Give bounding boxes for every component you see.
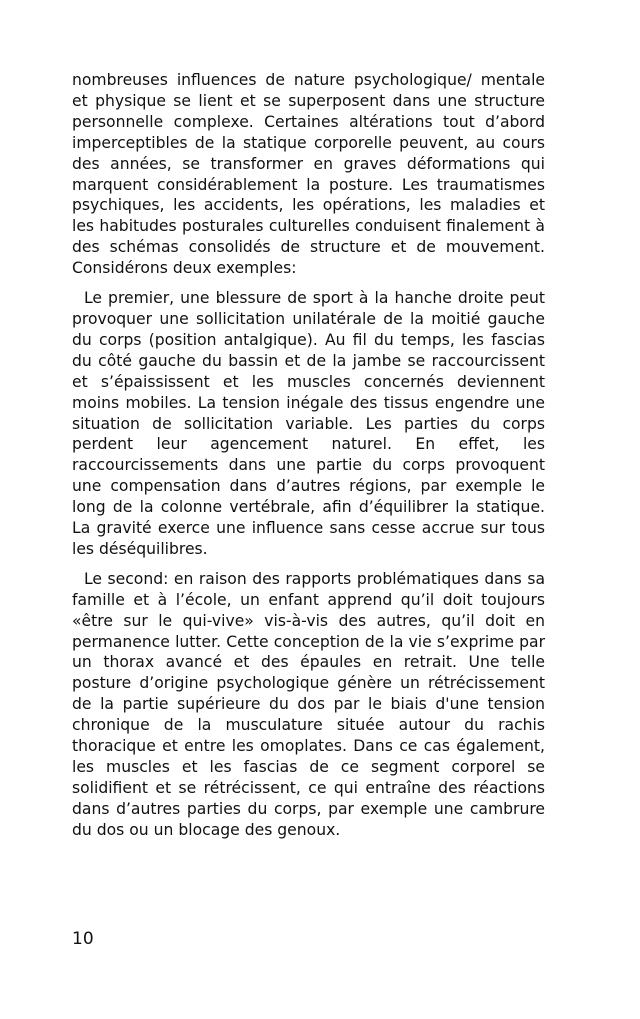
paragraph-continuation: nombreuses influences de nature psychologique/ mentale et physique se lient et se superposent dans une structure personnelle complexe. Certaines altérations tout d’abord imperceptibles de la statique corporelle peuvent, au cours des années, se transformer en graves déformations qui marquent considérablement la posture. Les traumatismes psychiques, les accidents, les opérations, les maladies et les habitudes posturales culturelles conduisent finalement à des schémas consolidés de structure et de mouvement. Considérons deux exemples: [72,71,545,278]
page-body [72,70,545,841]
page-number: 10 [72,929,94,949]
paragraph-second-example: Le second: en raison des rapports problématiques dans sa famille et à l’école, un enfant apprend qu’il doit toujours «être sur le qui-vive» vis-à-vis des autres, qu’il doit en permanence lutter. Cette conception de la vie s’exprime par un thorax avancé et des épaules en retrait. Une telle posture d’origine psychologique génère un rétrécissement de la partie supérieure du dos par le biais d'une tension chronique de la musculature située autour du rachis thoracique et entre les omoplates. Dans ce cas également, les muscles et les fascias de ce segment corporel se solidifient et se rétrécissent, ce qui entraîne des réactions dans d’autres parties du corps, par exemple une cambrure du dos ou un blocage des genoux. [72,569,545,839]
paragraph-first-example: Le premier, une blessure de sport à la hanche droite peut provoquer une sollicitation unilatérale de la moitié gauche du corps (position antalgique). Au fil du temps, les fascias du côté gauche du bassin et de la jambe se raccourcissent et s’épaississent et les muscles concernés deviennent moins mobiles. La tension inégale des tissus engendre une situation de sollicitation variable. Les parties du corps perdent leur agencement naturel. En effet, les raccourcissements dans une partie du corps provoquent une compensation dans d’autres régions, par exemple le long de la colonne vertébrale, afin d’équilibrer la statique. La gravité exerce une influence sans cesse accrue sur tous les déséquilibres. [72,289,545,558]
